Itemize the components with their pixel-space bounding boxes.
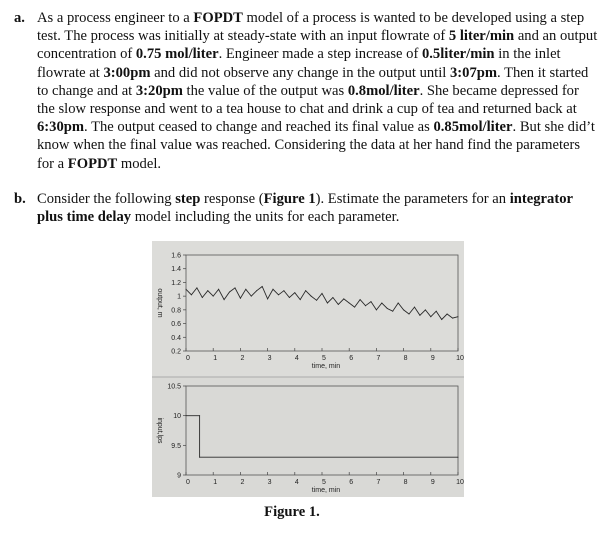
data-point (289, 297, 290, 298)
x-tick-label: 9 (430, 355, 435, 362)
data-point (419, 315, 420, 316)
x-tick-label: 1 (213, 355, 218, 362)
data-point (245, 289, 246, 290)
data-point (349, 303, 350, 304)
data-point (322, 293, 323, 294)
data-point (365, 305, 366, 306)
data-point (256, 290, 257, 291)
data-point (409, 313, 410, 314)
x-axis-title: time, min (311, 363, 341, 370)
text-run: and an output concentration of (37, 28, 598, 63)
y-tick-label: 0.4 (171, 334, 181, 342)
text-run: in the inlet flowrate at (37, 46, 561, 81)
data-point (229, 292, 230, 293)
text-run: . She became depressed for the slow response and went to a tea house to chat and drink a cup of tea and returned back at (37, 82, 579, 118)
data-point (267, 298, 268, 299)
data-point (273, 289, 274, 290)
question-b-text (37, 190, 600, 226)
question-a (14, 9, 600, 173)
top-chart-area (152, 241, 464, 377)
x-tick-label: 7 (376, 479, 381, 486)
data-point (240, 298, 241, 299)
data-point (360, 299, 361, 300)
data-point (370, 301, 371, 302)
bold-text: 0.5liter/min (421, 46, 495, 63)
y-tick-label: 9 (177, 472, 181, 480)
x-tick-label: 7 (376, 355, 381, 362)
data-point (392, 311, 393, 312)
question-a-text (37, 9, 600, 173)
text-run: ). Estimate the parameters for an (315, 191, 510, 207)
bold-text: 5 liter/min (448, 28, 515, 45)
text-run: model. (117, 155, 162, 172)
data-point (207, 290, 208, 291)
y-tick-label: 10 (173, 413, 181, 421)
bold-text: integrator plus time delay (37, 191, 573, 226)
question-b-label: b. (14, 191, 26, 207)
question-b (14, 190, 600, 226)
x-tick-label: 0 (186, 479, 190, 486)
x-tick-label: 2 (240, 355, 245, 362)
text-run: Consider the following (37, 191, 176, 207)
data-point (354, 307, 355, 308)
x-tick-label: 5 (322, 355, 326, 362)
data-point (332, 297, 333, 298)
data-point (387, 308, 388, 309)
data-point (414, 307, 415, 308)
data-point (316, 300, 317, 301)
text-run: As a process engineer to a (37, 10, 194, 26)
data-point (251, 296, 252, 297)
data-point (213, 296, 214, 297)
data-point (202, 297, 203, 298)
data-point (376, 309, 377, 310)
bold-text: FOPDT (67, 155, 118, 172)
data-point (278, 294, 279, 295)
x-tick-label: 6 (349, 355, 354, 362)
data-point (283, 290, 284, 291)
data-point (436, 311, 437, 312)
y-tick-label: 1.6 (171, 252, 181, 260)
y-tick-label: 0.8 (171, 307, 181, 315)
y-tick-label: 0.2 (171, 348, 181, 356)
x-axis-title: time, min (311, 487, 341, 494)
x-tick-label: 2 (240, 479, 245, 486)
y-tick-label: 10.5 (167, 383, 181, 391)
data-point (338, 304, 339, 305)
data-point (430, 316, 431, 317)
text-run: and did not observe any change in the output until (150, 64, 450, 81)
data-point (234, 287, 235, 288)
data-point (262, 286, 263, 287)
x-tick-label: 10 (456, 479, 464, 486)
text-run: . Engineer made a step increase of (218, 46, 422, 63)
data-point (327, 303, 328, 304)
bold-text: FOPDT (193, 10, 243, 26)
data-point (305, 290, 306, 291)
text-run: . Then it started to change and at (37, 64, 589, 99)
text-run: . The output ceased to change and reached its final value as (84, 119, 434, 136)
y-axis-title: input,lps (156, 417, 163, 444)
bold-text: step (175, 191, 201, 207)
y-tick-label: 1 (177, 293, 181, 301)
figure-caption: Figure 1. (264, 504, 320, 520)
y-tick-label: 0.6 (171, 321, 181, 329)
figure-1-charts (152, 241, 464, 497)
bold-text: 3:07pm (450, 64, 498, 81)
x-tick-label: 6 (349, 479, 354, 486)
y-tick-label: 1.2 (171, 279, 181, 287)
text-run: the value of the output was (182, 82, 348, 99)
x-tick-label: 5 (322, 479, 326, 486)
text-run: response ( (200, 191, 264, 207)
data-point (447, 313, 448, 314)
text-run: . But she did’t know when the final value was reached. Considering the data at her hand find the parameters for a (37, 119, 595, 172)
data-point (199, 415, 200, 416)
x-tick-label: 8 (403, 355, 408, 362)
y-tick-label: 9.5 (171, 442, 181, 450)
bold-text: 0.8mol/liter (347, 82, 420, 99)
x-tick-label: 4 (294, 479, 299, 486)
data-point (224, 299, 225, 300)
data-point (398, 303, 399, 304)
y-axis-title: output, m (156, 288, 163, 318)
data-point (218, 289, 219, 290)
bold-text: 0.85mol/liter (433, 119, 513, 136)
bold-text: 0.75 mol/liter (135, 46, 219, 63)
data-point (300, 299, 301, 300)
x-tick-label: 9 (430, 479, 435, 486)
data-point (311, 296, 312, 297)
figure-1-photo (152, 241, 464, 497)
data-point (425, 309, 426, 310)
bold-text: Figure 1 (263, 191, 316, 207)
data-point (294, 292, 295, 293)
data-point (403, 309, 404, 310)
bold-text: 6:30pm (37, 119, 85, 136)
x-tick-label: 3 (267, 355, 272, 362)
data-point (381, 303, 382, 304)
bold-text: 3:00pm (103, 64, 151, 81)
x-tick-label: 1 (213, 479, 218, 486)
x-tick-label: 10 (456, 355, 464, 362)
question-a-label: a. (14, 10, 25, 26)
bold-text: 3:20pm (135, 82, 183, 99)
data-point (458, 316, 459, 317)
x-tick-label: 8 (403, 479, 408, 486)
data-point (186, 415, 187, 416)
data-point (343, 298, 344, 299)
data-point (199, 457, 200, 458)
data-point (186, 289, 187, 290)
data-point (458, 457, 459, 458)
text-run: model including the units for each parameter. (131, 209, 400, 226)
data-point (441, 319, 442, 320)
data-point (452, 318, 453, 319)
text-run: model of a process is wanted to be developed using a step test. The process was initially at steady-state with an input flowrate of (37, 10, 585, 45)
x-tick-label: 0 (186, 355, 190, 362)
y-tick-label: 1.4 (171, 266, 181, 274)
x-tick-label: 4 (294, 355, 299, 362)
data-point (196, 287, 197, 288)
x-tick-label: 3 (267, 479, 272, 486)
data-point (191, 294, 192, 295)
